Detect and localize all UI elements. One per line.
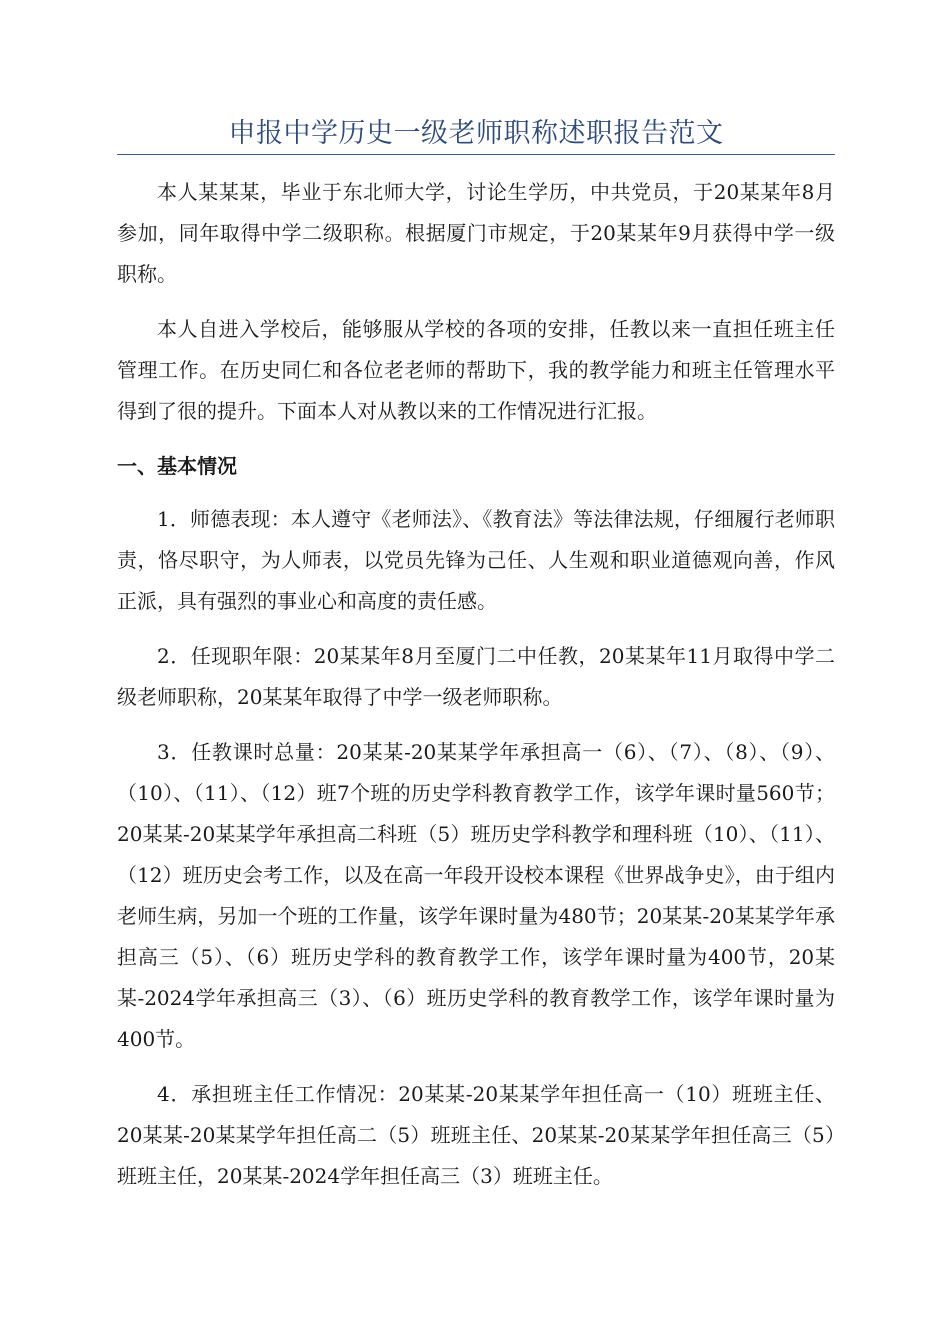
section-item: 2．任现职年限：20某某年8月至厦门二中任教，20某某年11月取得中学二级老师职称，20某某年取得了中学一级老师职称。	[117, 644, 835, 709]
intro-paragraph: 本人某某某，毕业于东北师大学，讨论生学历，中共党员，于20某某年8月参加，同年取得中学二级职称。根据厦门市规定，于20某某年9月获得中学一级职称。	[117, 180, 835, 286]
intro-paragraph: 本人自进入学校后，能够服从学校的各项的安排，任教以来一直担任班主任管理工作。在历史同仁和各位老老师的帮助下，我的教学能力和班主任管理水平得到了很的提升。下面本人对从教以来的工作情况进行汇报。	[117, 317, 835, 423]
section-item: 1．师德表现：本人遵守《老师法》、《教育法》等法律法规，仔细履行老师职责，恪尽职守，为人师表，以党员先锋为己任、人生观和职业道德观向善，作风正派，具有强烈的事业心和高度的责任感。	[117, 507, 835, 613]
title-underline	[117, 154, 835, 155]
section-item: 3．任教课时总量：20某某-20某某学年承担高一（6）、（7）、（8）、（9）、（10）、（11）、（12）班7个班的历史学科教育教学工作，该学年课时量560节；20某某-20某某学年承担高二科班（5）班历史学科教学和理科班（10）、（11）、（12）班历史会考工作，以及在高一年段开设校本课程《世界战争史》，由于组内老师生病，另加一个班的工作量，该学年课时量为480节；20某某-20某某学年承担高三（5）、（6）班历史学科的教育教学工作，该学年课时量为400节，20某某-2024学年承担高三（3）、（6）班历史学科的教育教学工作，该学年课时量为400节。	[117, 740, 835, 1051]
section-heading: 一、基本情况	[117, 454, 237, 478]
section-item: 4．承担班主任工作情况：20某某-20某某学年担任高一（10）班班主任、20某某-20某某学年担任高二（5）班班主任、20某某-20某某学年担任高三（5）班班主任，20某某-2024学年担任高三（3）班班主任。	[117, 1082, 835, 1188]
document-title: 申报中学历史一级老师职称述职报告范文	[228, 118, 724, 149]
document-body	[117, 172, 835, 1211]
